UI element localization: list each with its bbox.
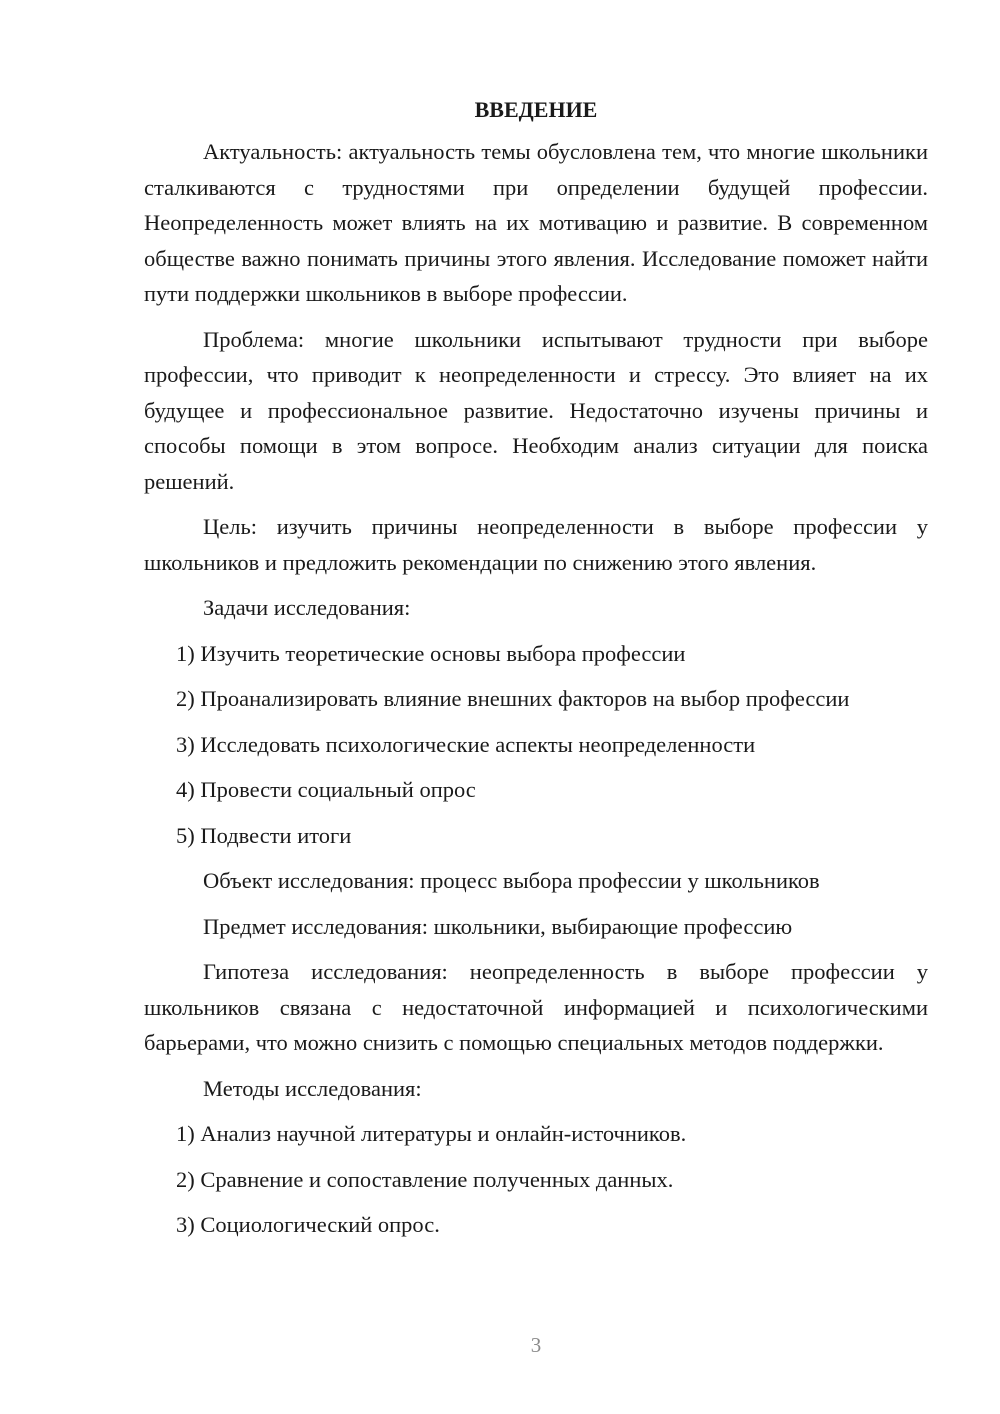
tasks-heading: Задачи исследования: — [203, 595, 411, 620]
task-item: 2) Проанализировать влияние внешних факторов на выбор профессии — [176, 686, 850, 711]
method-item: 1) Анализ научной литературы и онлайн-источников. — [176, 1121, 687, 1146]
methods-list — [144, 1116, 928, 1243]
research-subject: Предмет исследования: школьники, выбирающие профессию — [203, 913, 793, 939]
task-item: 3) Исследовать психологические аспекты неопределенности — [176, 731, 756, 757]
method-item: 2) Сравнение и сопоставление полученных данных. — [176, 1166, 674, 1192]
task-item: 5) Подвести итоги — [176, 822, 352, 848]
research-object: Объект исследования: процесс выбора профессии у школьников — [203, 868, 820, 893]
page-content — [144, 92, 928, 1253]
section-title: ВВЕДЕНИЕ — [474, 97, 598, 122]
goal-paragraph: Цель: изучить причины неопределенности в выборе профессии у школьников и предложить рекомендации по снижению этого явления. — [144, 514, 928, 575]
methods-heading: Методы исследования: — [203, 1075, 422, 1101]
hypothesis-paragraph: Гипотеза исследования: неопределенность в выборе профессии у школьников связана с недостаточной информацией и психологическими барьерами, что можно снизить с помощью специальных методов поддержки. — [144, 959, 928, 1055]
task-item: 1) Изучить теоретические основы выбора профессии — [176, 640, 686, 666]
relevance-paragraph: Актуальность: актуальность темы обусловлена тем, что многие школьники сталкиваются с трудностями при определении будущей профессии. Неопределенность может влиять на их мотивацию и развитие. В современном обществе важно понимать причины этого явления. Исследование поможет найти пути поддержки школьников в выборе профессии. — [144, 139, 928, 306]
task-item: 4) Провести социальный опрос — [176, 777, 476, 802]
problem-paragraph: Проблема: многие школьники испытывают трудности при выборе профессии, что приводит к неопределенности и стрессу. Это влияет на их будущее и профессиональное развитие. Недостаточно изучены причины и способы помощи в этом вопросе. Необходим анализ ситуации для поиска решений. — [144, 326, 928, 494]
method-item: 3) Социологический опрос. — [176, 1212, 440, 1237]
tasks-list — [144, 636, 928, 854]
page-number: 3 — [530, 1333, 542, 1357]
